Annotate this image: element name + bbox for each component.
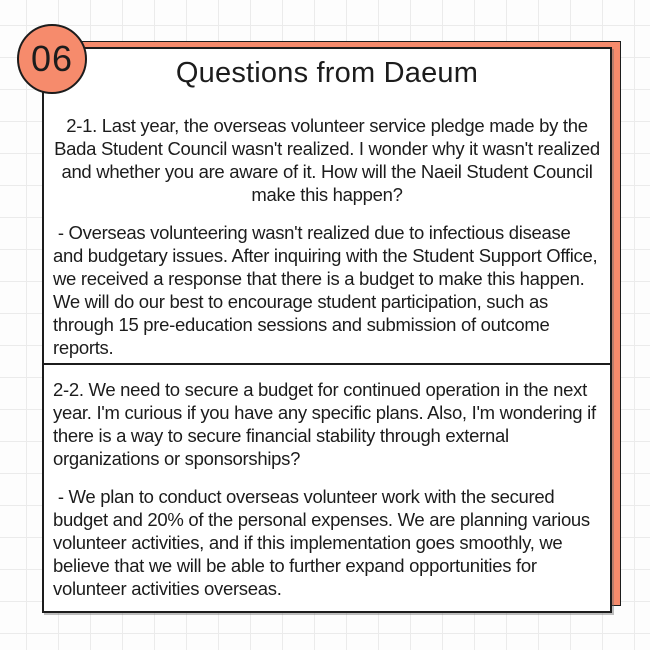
question-2-1-text: 2-1. Last year, the overseas volunteer service pledge made by the Bada Student Council wasn't realized. I wonder why it wasn't realized and whether you are aware of it. How will the Naeil Student Council make this happen? (54, 115, 600, 205)
question-2-2-text: 2-2. We need to secure a budget for continued operation in the next year. I'm curious if you have any specific plans. Also, I'm wondering if there is a way to secure financial stability through external organizations or sponsorships? (53, 379, 596, 469)
page-title: Questions from Daeum (175, 57, 479, 89)
slide-number-label: 06 (30, 38, 74, 79)
slide-number-badge (17, 24, 87, 94)
content-card (42, 47, 612, 613)
answer-2-1-text: - Overseas volunteering wasn't realized due to infectious disease and budgetary issues. After inquiring with the Student Support Office, we received a response that there is a budget to make this happen. We will do our best to encourage student participation, such as through 15 pre-education sessions and submission of outcome reports. (53, 222, 603, 358)
section-question-2-1 (44, 57, 610, 365)
answer-2-2-text: - We plan to conduct overseas volunteer work with the secured budget and 20% of the personal expenses. We are planning various volunteer activities, and if this implementation goes smoothly, we believe that we will be able to further expand opportunities for volunteer activities overseas. (53, 486, 595, 599)
section-question-2-2 (44, 365, 610, 600)
